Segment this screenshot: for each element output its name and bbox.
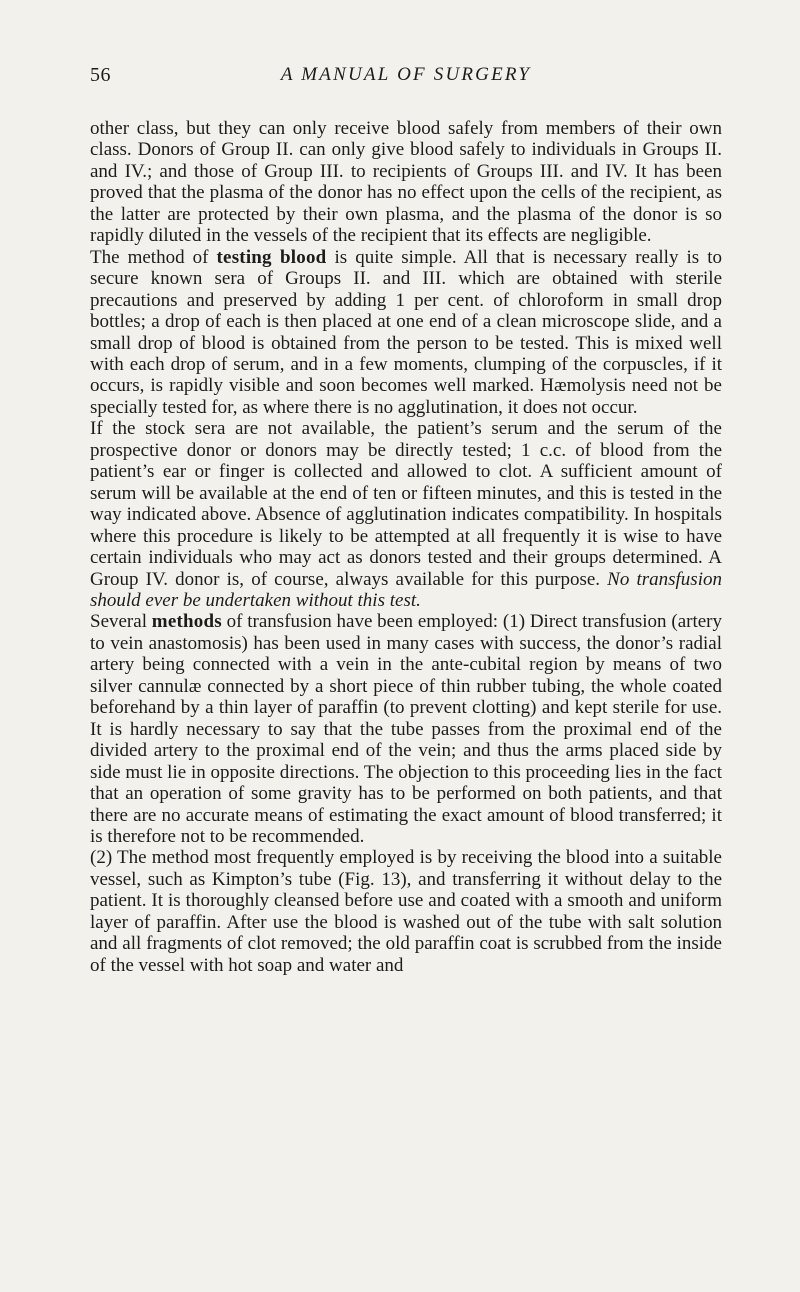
paragraph-stock-sera bbox=[90, 418, 722, 611]
running-head bbox=[90, 64, 722, 92]
paragraph-group-compatibility: other class, but they can only receive blood safely from members of their own class. Donors of Group II. can only give blood safely to individuals in Groups II. and IV.; and those of Group III. to recipients of Groups III. and IV. It has been proved that the plasma of the donor has no effect upon the cells of the recipient, as the latter are protected by their own plasma, and the plasma of the donor is so rapidly diluted in the vessels of the recipient that its effects are negligible. bbox=[90, 118, 722, 247]
paragraph-body: If the stock sera are not available, the patient’s serum and the serum of the prospective donor or donors may be directly tested; 1 c.c. of blood from the patient’s ear or finger is collected and allowed to clot. A sufficient amount of serum will be available at the end of ten or fifteen minutes, and this is tested in the way indicated above. Absence of agglutination indicates compatibility. In hospitals where this procedure is likely to be attempted at all frequently it is wise to have certain individuals who may act as donors tested and their groups determined. A Group IV. donor is, of course, always available for this purpose. bbox=[90, 418, 722, 590]
running-title: A MANUAL OF SURGERY bbox=[280, 64, 532, 85]
paragraph-body: is quite simple. All that is necessary really is to secure known sera of Groups II. and III. which are obtained with sterile precautions and preserved by adding 1 per cent. of chloroform in small drop bottles; a drop of each is then placed at one end of a clean microscope slide, and a small drop of blood is obtained from the person to be tested. This is mixed well with each drop of serum, and in a few moments, clumping of the corpuscles, if it occurs, is rapidly visible and soon becomes well marked. Hæmolysis need not be specially tested for, as where there is no agglutination, it does not occur. bbox=[90, 246, 723, 418]
paragraph-lead: The method of bbox=[90, 246, 217, 268]
paragraph-body: of transfusion have been employed: (1) Direct transfusion (artery to vein anastomosis) has been used in many cases with success, the donor’s radial artery being connected with a vein in the ante-cubital region by means of two silver cannulæ connected by a short piece of thin rubber tubing, the whole coated beforehand by a thin layer of paraffin (to prevent clotting) and kept sterile for use. It is hardly necessary to say that the tube passes from the proximal end of the divided artery to the proximal end of the vein; and thus the arms placed side by side must lie in opposite directions. The objection to this proceeding lies in the fact that an operation of some gravity has to be performed on both patients, and that there are no accurate means of estimating the exact amount of blood transferred; it is therefore not to be recommended. bbox=[90, 611, 722, 847]
paragraph-lead: Several bbox=[90, 611, 152, 633]
body-text bbox=[90, 118, 722, 976]
paragraph-method-two: (2) The method most frequently employed is by receiving the blood into a suitable vessel, such as Kimpton’s tube (Fig. 13), and transferring it without delay to the patient. It is thoroughly cleansed before use and coated with a smooth and uniform layer of paraffin. After use the blood is washed out of the tube with salt solution and all fragments of clot removed; the old paraffin coat is scrubbed from the inside of the vessel with hot soap and water and bbox=[90, 847, 722, 976]
paragraph-methods bbox=[90, 611, 722, 847]
italic-warning: No transfusion should ever be undertaken without this test. bbox=[90, 568, 722, 611]
bold-heading-testing-blood: testing blood bbox=[216, 246, 327, 268]
paragraph-testing-blood bbox=[90, 247, 722, 419]
page-number: 56 bbox=[90, 64, 111, 86]
bold-heading-methods: methods bbox=[151, 611, 222, 633]
